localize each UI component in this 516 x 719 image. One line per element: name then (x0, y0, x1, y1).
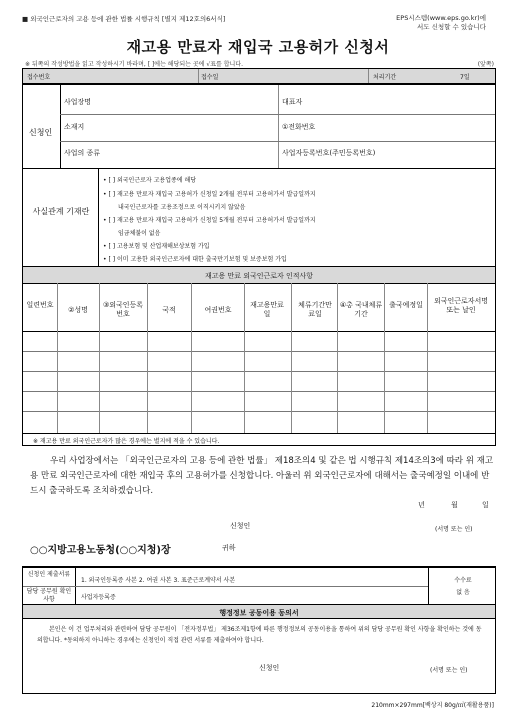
col-name: ②성명 (68, 306, 88, 314)
page-side-label: (앞쪽) (477, 61, 494, 68)
date-month-label: 월 (451, 501, 458, 509)
phone-label: ①전화번호 (282, 123, 316, 131)
col-alien-reg-no: ③외국인등록번호 (102, 301, 144, 318)
consent-text: 본인은 이 건 업무처리와 관련하여 담당 공무원이 「전자정부법」 제36조제1항에 따른 행정정보의 공동이용을 통하여 위의 담당 공무원 확인 사항을 확인하는 것에 동의합니다. *동의하지 아니하는 경우에는 신청인이 직접 관련 서류를 제출하여야 합니다. (37, 626, 482, 644)
col-passport-no: 여권번호 (204, 306, 232, 314)
submit-docs-items: 1. 외국인등록증 사본 2. 여권 사본 3. 표준근로계약서 사본 (81, 577, 236, 584)
eps-notice-line1: EPS시스템(www.eps.go.kr)에 (396, 14, 486, 22)
workers-note: ※ 재고용 만료 외국인근로자가 많은 경우에는 별지에 적을 수 있습니다. (33, 438, 220, 445)
instruction-note: ※ 뒤쪽의 작성방법을 읽고 작성하시기 바라며, [ ]에는 해당되는 곳에 √표를 합니다. (25, 61, 244, 68)
processing-period-label: 처리기간 (373, 74, 397, 81)
receipt-number-label: 접수번호 (27, 74, 51, 81)
col-departure-date: 출국예정일 (389, 301, 423, 309)
addressee: ○○지방고용노동청(○○지청)장 (30, 545, 171, 556)
declaration-applicant-label: 신청인 (230, 522, 251, 530)
submit-docs-label: 신청인 제출서류 (27, 571, 71, 578)
eps-notice-line2: 서도 신청할 수 있습니다 (417, 23, 486, 31)
fact-item-4: • [ ] 고용보험 및 산업재해보상보험 가입 (103, 243, 210, 250)
processing-period-value: 7일 (460, 74, 470, 81)
verify-docs-items: 사업자등록증 (81, 594, 116, 601)
business-name-label: 사업장명 (64, 98, 92, 106)
col-stay-expiry: 체류기간만료일 (298, 301, 332, 318)
fact-item-2-cont: 내국인근로자를 고용조정으로 이직시키지 않았음 (118, 204, 246, 211)
applicant-section-label: 신청인 (29, 128, 53, 137)
declaration-sign-note: (서명 또는 인) (435, 526, 473, 533)
main-form (22, 68, 496, 446)
address-label: 소재지 (64, 123, 85, 131)
fee-value: 없 음 (456, 589, 470, 596)
representative-label: 대표자 (282, 98, 303, 106)
attachments-form (22, 566, 496, 694)
fact-item-3: • [ ] 재고용 만료자 재입국 고용허가 신청일 5개월 전부터 고용허가서 발급일까지 (103, 217, 316, 224)
col-serial: 일련번호 (26, 301, 54, 309)
col-total-stay: ④총 국내체류기간 (339, 301, 383, 318)
consent-applicant-label: 신청인 (259, 664, 280, 672)
fact-item-2: • [ ] 재고용 만료자 재입국 고용허가 신청일 2개월 전부터 고용허가서 발급일까지 (103, 191, 316, 198)
fact-item-5: • [ ] 이미 고용한 외국인근로자에 대한 출국만기보험 및 보증보험 가입 (103, 256, 287, 263)
consent-sign-note: (서명 또는 인) (430, 667, 468, 674)
fact-item-1: • [ ] 외국인근로자 고용업종에 해당 (103, 177, 197, 184)
declaration-text: 우리 사업장에서는 「외국인근로자의 고용 등에 관한 법률」 제18조의4 및 같은 법 시행규칙 제14조의3에 따라 위 재고용 만료 외국인근로자에 대한 재입국 후의 고용허가를 신청합니다. 아울러 위 외국인근로자에 대해서는 출국예정일 이내에 반드시 출국하도록 조치하겠습니다. (30, 456, 494, 496)
col-reemploy-expiry: 재고용만료일 (250, 301, 284, 318)
fact-item-3-cont: 임금체불이 없음 (118, 230, 161, 237)
col-worker-signature: 외국인근로자서명 또는 날인 (433, 297, 489, 314)
form-reference: ■ 외국인근로자의 고용 등에 관한 법률 시행규칙 [별지 제12호의6서식] (22, 15, 226, 23)
business-type-label: 사업의 종류 (64, 149, 101, 157)
form-title: 재고용 만료자 재입국 고용허가 신청서 (126, 38, 390, 56)
paper-spec: 210mm×297mm[백상지 80g/㎡(재활용품)] (371, 702, 494, 709)
workers-section-title: 재고용 만료 외국인근로자 인적사항 (204, 272, 314, 280)
date-day-label: 일 (482, 501, 489, 509)
addressee-suffix: 귀하 (222, 544, 236, 552)
facts-section-label: 사실관계 기재란 (32, 207, 90, 216)
date-year-label: 년 (418, 501, 425, 509)
business-reg-no-label: 사업자등록번호(주민등록번호) (282, 149, 376, 157)
fee-label: 수수료 (454, 577, 472, 584)
eps-notice (396, 14, 486, 32)
consent-title: 행정정보 공동이용 동의서 (219, 609, 299, 617)
col-nationality: 국적 (162, 306, 176, 314)
verify-docs-label: 담당 공무원 확인사항 (26, 588, 72, 603)
receipt-date-label: 접수일 (201, 74, 219, 81)
